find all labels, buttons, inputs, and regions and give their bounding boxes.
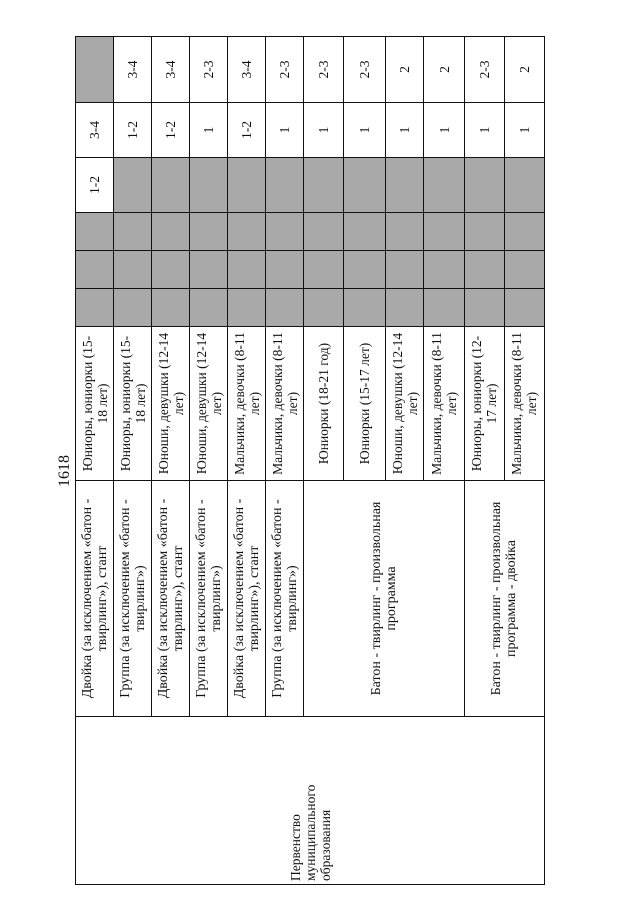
grey-cell xyxy=(76,289,114,327)
place-cell: 2-3 xyxy=(464,37,504,103)
place-cell: 1 xyxy=(386,103,424,158)
ranking-table xyxy=(75,36,545,885)
grey-cell xyxy=(344,251,386,289)
age-cell: Юниоры, юниорки (15-18 лет) xyxy=(76,327,114,481)
grey-cell xyxy=(114,251,152,289)
grey-cell xyxy=(190,158,228,213)
grey-cell xyxy=(114,213,152,251)
place-cell: 3-4 xyxy=(114,37,152,103)
grey-cell xyxy=(152,289,190,327)
grey-cell xyxy=(464,289,504,327)
grey-cell xyxy=(304,289,344,327)
age-cell: Мальчики, девочки (8-11 лет) xyxy=(504,327,544,481)
grey-cell xyxy=(386,251,424,289)
age-cell: Юноши, девушки (12-14 лет) xyxy=(386,327,424,481)
grey-cell xyxy=(386,289,424,327)
grey-cell xyxy=(266,289,304,327)
place-cell: 2 xyxy=(424,37,464,103)
place-cell: 1 xyxy=(190,103,228,158)
grey-cell xyxy=(504,158,544,213)
grey-cell xyxy=(386,158,424,213)
grey-cell xyxy=(152,158,190,213)
event-cell: Двойка (за исключением «батон - твирлинг»), стант xyxy=(152,481,190,717)
event-cell: Двойка (за исключением «батон - твирлинг»), стант xyxy=(76,481,114,717)
grey-cell xyxy=(304,251,344,289)
grey-cell xyxy=(266,158,304,213)
place-cell: 1 xyxy=(304,103,344,158)
grey-cell xyxy=(228,251,266,289)
grey-cell xyxy=(424,289,464,327)
event-cell: Группа (за исключением «батон - твирлинг») xyxy=(114,481,152,717)
grey-cell xyxy=(266,251,304,289)
grey-cell xyxy=(304,158,344,213)
grey-cell xyxy=(344,158,386,213)
grey-cell xyxy=(152,251,190,289)
place-cell: 2-3 xyxy=(190,37,228,103)
table-row xyxy=(76,37,114,885)
place-cell: 3-4 xyxy=(152,37,190,103)
event-cell: Группа (за исключением «батон - твирлинг») xyxy=(266,481,304,717)
event-cell: Группа (за исключением «батон - твирлинг») xyxy=(190,481,228,717)
age-cell: Юниорки (18-21 год) xyxy=(304,327,344,481)
grey-cell xyxy=(228,289,266,327)
age-cell: Юноши, девушки (12-14 лет) xyxy=(152,327,190,481)
place-cell: 1-2 xyxy=(114,103,152,158)
place-cell: 1 xyxy=(464,103,504,158)
place-cell: 1-2 xyxy=(228,103,266,158)
grey-cell xyxy=(424,213,464,251)
grey-cell xyxy=(152,213,190,251)
grey-cell xyxy=(76,251,114,289)
event-cell: Батон - твирлинг - произвольная программа - двойка xyxy=(464,481,544,717)
place-cell: 2 xyxy=(504,37,544,103)
grey-cell xyxy=(386,213,424,251)
grey-cell xyxy=(344,289,386,327)
grey-cell xyxy=(424,251,464,289)
grey-cell xyxy=(464,158,504,213)
competition-cell: Первенство муниципального образования xyxy=(76,717,545,885)
place-cell: 1-2 xyxy=(76,158,114,213)
grey-cell xyxy=(114,158,152,213)
event-cell: Двойка (за исключением «батон - твирлинг»), стант xyxy=(228,481,266,717)
place-cell: 1 xyxy=(344,103,386,158)
place-cell: 1 xyxy=(266,103,304,158)
grey-cell xyxy=(114,289,152,327)
event-cell: Батон - твирлинг - произвольная программа xyxy=(304,481,465,717)
grey-cell xyxy=(76,37,114,103)
age-cell: Юниоры, юниорки (15-18 лет) xyxy=(114,327,152,481)
grey-cell xyxy=(266,213,304,251)
place-cell: 2-3 xyxy=(344,37,386,103)
grey-cell xyxy=(228,213,266,251)
place-cell: 2-3 xyxy=(266,37,304,103)
rotated-table-container xyxy=(75,37,545,885)
place-cell: 2-3 xyxy=(304,37,344,103)
grey-cell xyxy=(76,213,114,251)
age-cell: Мальчики, девочки (8-11 лет) xyxy=(266,327,304,481)
place-cell: 3-4 xyxy=(76,103,114,158)
grey-cell xyxy=(424,158,464,213)
grey-cell xyxy=(504,213,544,251)
age-cell: Мальчики, девочки (8-11 лет) xyxy=(424,327,464,481)
grey-cell xyxy=(190,289,228,327)
place-cell: 3-4 xyxy=(228,37,266,103)
age-cell: Юноши, девушки (12-14 лет) xyxy=(190,327,228,481)
grey-cell xyxy=(190,251,228,289)
place-cell: 1-2 xyxy=(152,103,190,158)
grey-cell xyxy=(464,213,504,251)
grey-cell xyxy=(504,251,544,289)
place-cell: 2 xyxy=(386,37,424,103)
grey-cell xyxy=(464,251,504,289)
grey-cell xyxy=(304,213,344,251)
grey-cell xyxy=(228,158,266,213)
age-cell: Юниорки (15-17 лет) xyxy=(344,327,386,481)
place-cell: 1 xyxy=(424,103,464,158)
place-cell: 1 xyxy=(504,103,544,158)
age-cell: Мальчики, девочки (8-11 лет) xyxy=(228,327,266,481)
grey-cell xyxy=(344,213,386,251)
age-cell: Юниоры, юниорки (12-17 лет) xyxy=(464,327,504,481)
page-number: 1618 xyxy=(56,455,73,487)
grey-cell xyxy=(504,289,544,327)
grey-cell xyxy=(190,213,228,251)
